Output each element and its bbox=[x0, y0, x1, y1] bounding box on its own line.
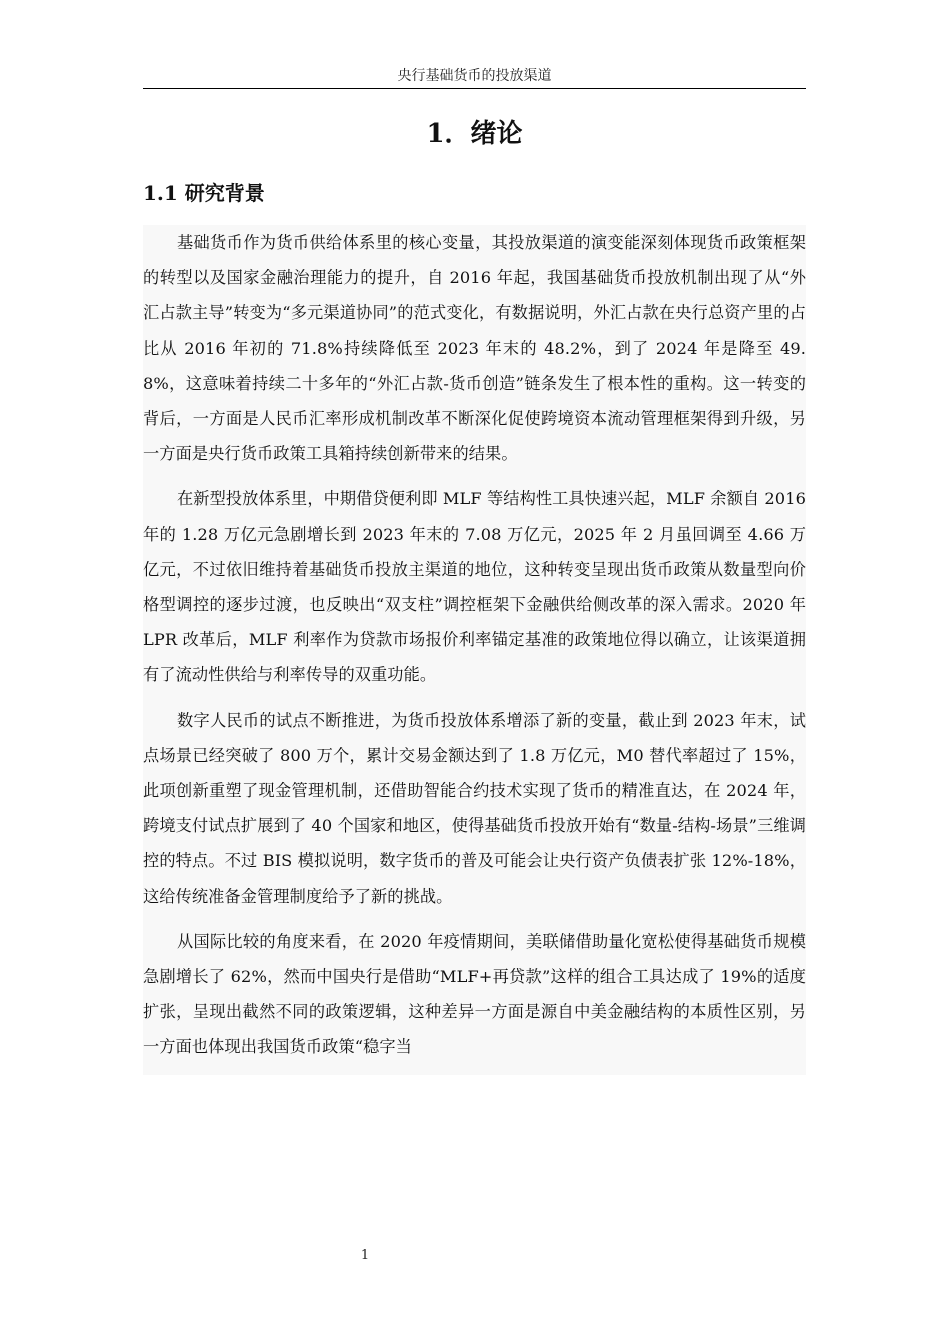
paragraph: 在新型投放体系里，中期借贷便利即 MLF 等结构性工具快速兴起，MLF 余额自 2016 年的 1.28 万亿元急剧增长到 2023 年末的 7.08 万亿元，2025 年 2 月虽回调至 4.66 万亿元，不过依旧维持着基础货币投放主渠道的地位，这种转变呈现出货币政策从数量型向价格型调控的逐步过渡，也反映出“双支柱”调控框架下金融供给侧改革的深入需求。2020 年 LPR 改革后，MLF 利率作为贷款市场报价利率锚定基准的政策地位得以确立，让该渠道拥有了流动性供给与利率传导的双重功能。 bbox=[143, 489, 806, 685]
running-header-title: 央行基础货币的投放渠道 bbox=[397, 68, 552, 84]
section-title: 1.1 研究背景 bbox=[143, 181, 265, 205]
paragraph: 数字人民币的试点不断推进，为货币投放体系增添了新的变量，截止到 2023 年末，试点场景已经突破了 800 万个，累计交易金额达到了 1.8 万亿元，M0 替代率超过了 15%，此项创新重塑了现金管理机制，还借助智能合约技术实现了货币的精准直达，在 2024 年，跨境支付试点扩展到了 40 个国家和地区，使得基础货币投放开始有“数量-结构-场景”三维调控的特点。不过 BIS 模拟说明，数字货币的普及可能会让央行资产负债表扩张 12%-18%，这给传统准备金管理制度给予了新的挑战。 bbox=[143, 710, 806, 906]
chapter-title: 1．绪论 bbox=[426, 119, 523, 149]
paragraph: 基础货币作为货币供给体系里的核心变量，其投放渠道的演变能深刻体现货币政策框架的转型以及国家金融治理能力的提升，自 2016 年起，我国基础货币投放机制出现了从“外汇占款主导”转变为“多元渠道协同”的范式变化，有数据说明，外汇占款在央行总资产里的占比从 2016 年初的 71.8%持续降低至 2023 年末的 48.2%，到了 2024 年是降至 49. 8%，这意味着持续二十多年的“外汇占款-货币创造”链条发生了根本性的重构。这一转变的背后，一方面是人民币汇率形成机制改革不断深化促使跨境资本流动管理框架得到升级，另一方面是央行货币政策工具箱持续创新带来的结果。 bbox=[143, 233, 806, 464]
body-text bbox=[143, 225, 806, 1075]
page-header bbox=[143, 64, 806, 89]
paragraph: 从国际比较的角度来看，在 2020 年疫情期间，美联储借助量化宽松使得基础货币规模急剧增长了 62%，然而中国央行是借助“MLF+再贷款”这样的组合工具达成了 19%的适度扩张，呈现出截然不同的政策逻辑，这种差异一方面是源自中美金融结构的本质性区别，另一方面也体现出我国货币政策“稳字当 bbox=[143, 931, 806, 1057]
page-number: 1 bbox=[360, 1248, 370, 1263]
